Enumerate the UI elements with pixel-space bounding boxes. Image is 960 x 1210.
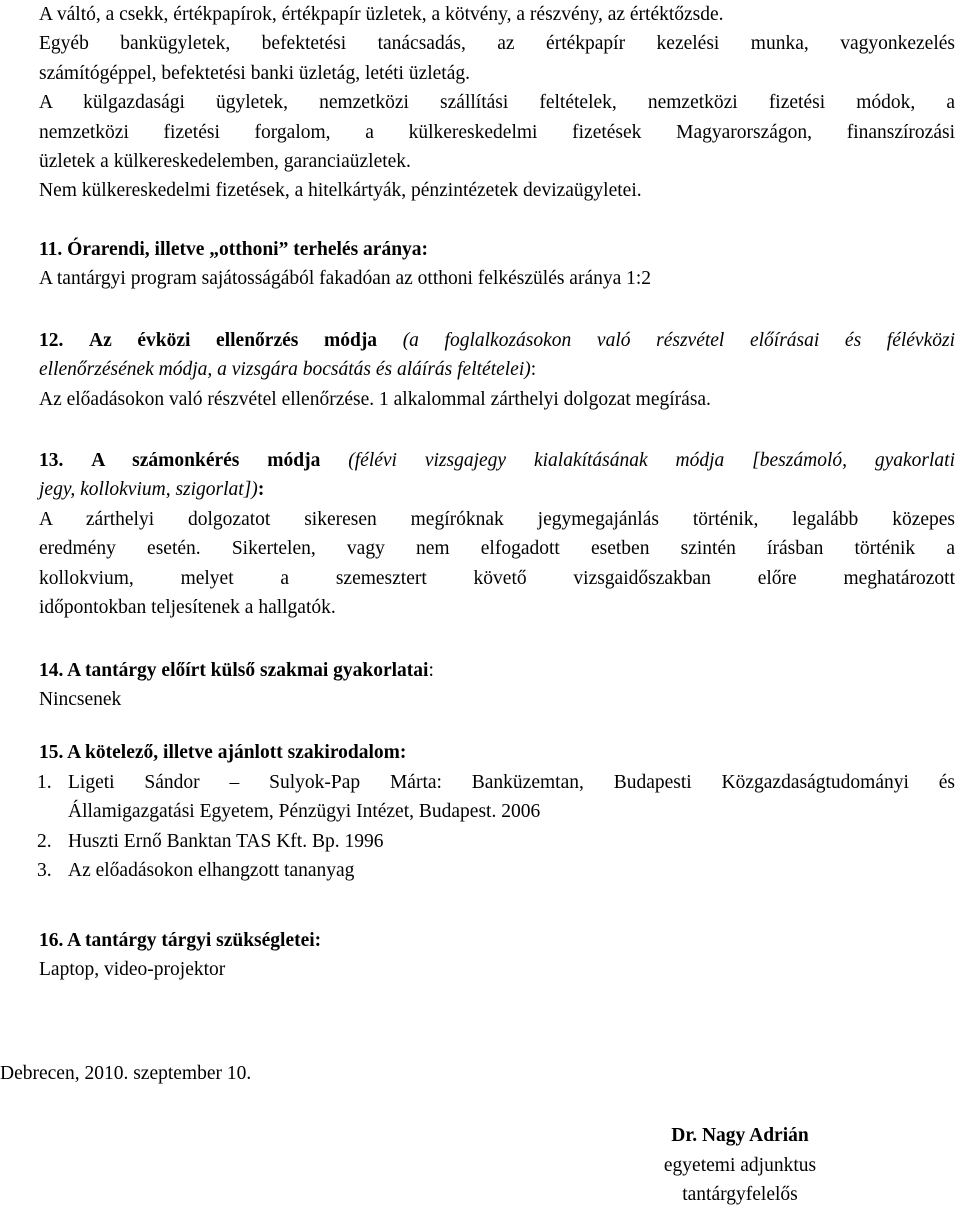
literature-list	[0, 768, 955, 886]
section-11-body: A tantárgyi program sajátosságából fakadóan az otthoni felkészülés aránya 1:2	[39, 268, 652, 290]
section-13-body-3: kollokvium, melyet a szemesztert követő vizsgaidőszakban előre meghatározott	[39, 567, 955, 589]
section-12-body: Az előadásokon való részvétel ellenőrzése. 1 alkalommal zárthelyi dolgozat megírása.	[39, 388, 711, 410]
literature-item-2	[0, 827, 955, 856]
section-14-body: Nincsenek	[39, 689, 122, 711]
section-11	[39, 235, 955, 294]
section-14-heading: 14. A tantárgy előírt külső szakmai gyakorlatai	[39, 660, 429, 681]
signature-role: tantárgyfelelős	[682, 1184, 798, 1205]
literature-item-3-line-1: Az előadásokon elhangzott tananyag	[68, 860, 355, 882]
section-12-heading: Az évközi ellenőrzés módja	[89, 330, 378, 351]
section-13-body-4: időpontokban teljesítenek a hallgatók.	[39, 597, 336, 619]
section-12-italic-1: (a foglalkozásokon való részvétel előírásai és félévközi	[402, 330, 955, 351]
section-13-body-1: A zárthelyi dolgozatot sikeresen megíróknak jegymegajánlás történik, legalább közepes	[39, 508, 955, 530]
signature-name: Dr. Nagy Adrián	[671, 1125, 809, 1146]
intro-line-1: A váltó, a csekk, értékpapírok, értékpapír üzletek, a kötvény, a részvény, az értéktőzsde.	[39, 4, 724, 25]
section-16-body: Laptop, video-projektor	[39, 959, 226, 981]
literature-item-2-line-1: Huszti Ernő Banktan TAS Kft. Bp. 1996	[68, 830, 384, 852]
literature-item-1	[0, 768, 955, 827]
section-11-heading: 11. Órarendi, illetve „otthoni” terhelés aránya:	[39, 239, 429, 260]
section-12-colon: :	[530, 359, 537, 381]
section-16-heading: 16. A tantárgy tárgyi szükségletei:	[39, 930, 322, 951]
place-and-date	[0, 1059, 916, 1088]
section-13-heading-line	[39, 446, 955, 475]
section-14-heading-line	[39, 656, 955, 685]
signature-title: egyetemi adjunktus	[663, 1154, 817, 1176]
intro-line-4: A külgazdasági ügyletek, nemzetközi szállítási feltételek, nemzetközi fizetési módok, a	[39, 92, 955, 114]
literature-item-1-number: 1.	[37, 772, 52, 793]
section-12-number: 12.	[39, 330, 64, 351]
literature-item-3-number: 3.	[37, 860, 52, 882]
intro-paragraph	[39, 0, 955, 206]
section-13-heading-line-2	[39, 475, 955, 504]
literature-item-2-number: 2.	[37, 830, 52, 852]
intro-line-7: Nem külkereskedelmi fizetések, a hitelkártyák, pénzintézetek devizaügyletei.	[39, 180, 642, 202]
signature-block	[620, 1121, 860, 1210]
section-12-heading-line-2	[39, 355, 955, 384]
section-14	[39, 656, 955, 715]
section-15-heading: 15. A kötelező, illetve ajánlott szakirodalom:	[39, 742, 407, 763]
intro-line-3: számítógéppel, befektetési banki üzletág, letéti üzletág.	[39, 62, 470, 84]
section-13-italic-2: jegy, kollokvium, szigorlat])	[39, 479, 258, 501]
literature-item-1-line-2: Államigazgatási Egyetem, Pénzügyi Intézet, Budapest. 2006	[68, 801, 541, 823]
section-13	[39, 446, 955, 622]
section-12	[39, 326, 955, 414]
intro-line-6: üzletek a külkereskedelemben, garanciaüzletek.	[39, 151, 411, 173]
section-13-body-2: eredmény esetén. Sikertelen, vagy nem elfogadott esetben szintén írásban történik a	[39, 538, 955, 560]
intro-line-5: nemzetközi fizetési forgalom, a külkereskedelmi fizetések Magyarországon, finanszírozási	[39, 121, 955, 143]
section-16	[39, 926, 955, 985]
intro-line-2: Egyéb bankügyletek, befektetési tanácsadás, az értékpapír kezelési munka, vagyonkezelés	[39, 33, 955, 55]
literature-item-3	[0, 856, 955, 885]
section-12-heading-line	[39, 326, 955, 355]
section-15-heading-block	[39, 738, 955, 767]
place-date-text: Debrecen, 2010. szeptember 10.	[0, 1063, 252, 1084]
section-13-colon: :	[257, 479, 265, 501]
section-14-colon: :	[428, 660, 434, 681]
section-13-italic-1: (félévi vizsgajegy kialakításának módja [beszámoló, gyakorlati	[348, 450, 956, 471]
section-12-italic-2: ellenőrzésének módja, a vizsgára bocsátás és aláírás feltételei)	[39, 359, 531, 381]
literature-item-1-line-1: Ligeti Sándor – Sulyok-Pap Márta: Banküzemtan, Budapesti Közgazdaságtudományi és	[68, 772, 955, 793]
section-13-number: 13.	[39, 450, 64, 471]
section-13-heading: A számonkérés módja	[91, 450, 321, 471]
